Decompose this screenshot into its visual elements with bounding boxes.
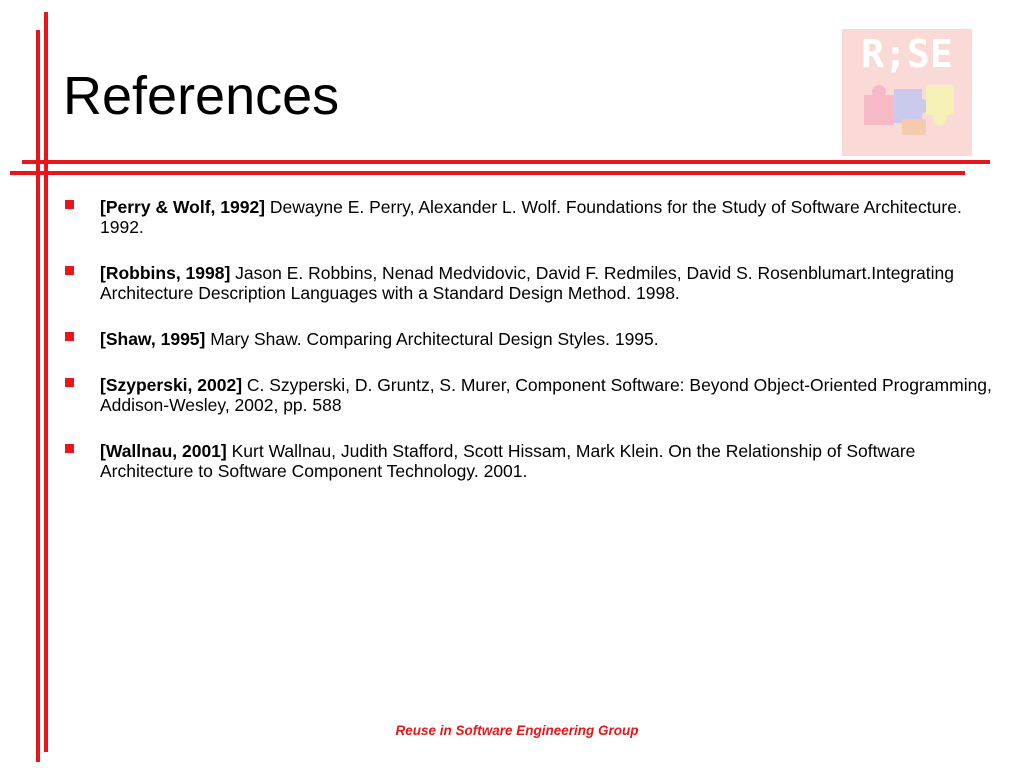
svg-text:R;SE: R;SE [861, 32, 953, 76]
square-bullet-icon [65, 200, 74, 209]
reference-citation: [Shaw, 1995] [100, 329, 211, 349]
list-item [62, 263, 997, 303]
slide-title: References [63, 66, 340, 126]
reference-citation: [Szyperski, 2002] [100, 375, 247, 395]
reference-text: Dewayne E. Perry, Alexander L. Wolf. Foundations for the Study of Software Architecture. 1992. [100, 197, 962, 237]
square-bullet-icon [65, 266, 74, 275]
reference-text: Mary Shaw. Comparing Architectural Design Styles. 1995. [210, 329, 659, 349]
list-item [62, 375, 997, 415]
square-bullet-icon [65, 378, 74, 387]
frame-line-vertical-right [44, 12, 48, 752]
list-item [62, 329, 997, 349]
list-item [62, 197, 997, 237]
reference-text: Jason E. Robbins, Nenad Medvidovic, David F. Redmiles, David S. Rosenblumart.Integrating Architecture Description Languages with a Standard Design Method. 1998. [100, 263, 954, 303]
square-bullet-icon [65, 332, 74, 341]
list-item [62, 441, 997, 481]
reference-text: C. Szyperski, D. Gruntz, S. Murer, Component Software: Beyond Object-Oriented Programming, Addison-Wesley, 2002, pp. 588 [100, 375, 992, 415]
reference-citation: [Wallnau, 2001] [100, 441, 232, 461]
reference-citation: [Robbins, 1998] [100, 263, 236, 283]
slide-footer: Reuse in Software Engineering Group [395, 723, 639, 738]
rise-logo [842, 29, 972, 156]
frame-line-horizontal-top [22, 160, 990, 164]
frame-line-horizontal-bottom [10, 171, 965, 175]
reference-text: Kurt Wallnau, Judith Stafford, Scott Hissam, Mark Klein. On the Relationship of Software Architecture to Software Component Technology. 2001. [100, 441, 916, 481]
frame-line-vertical-left [36, 30, 40, 762]
square-bullet-icon [65, 444, 74, 453]
reference-citation: [Perry & Wolf, 1992] [100, 197, 270, 217]
references-list [62, 197, 997, 507]
